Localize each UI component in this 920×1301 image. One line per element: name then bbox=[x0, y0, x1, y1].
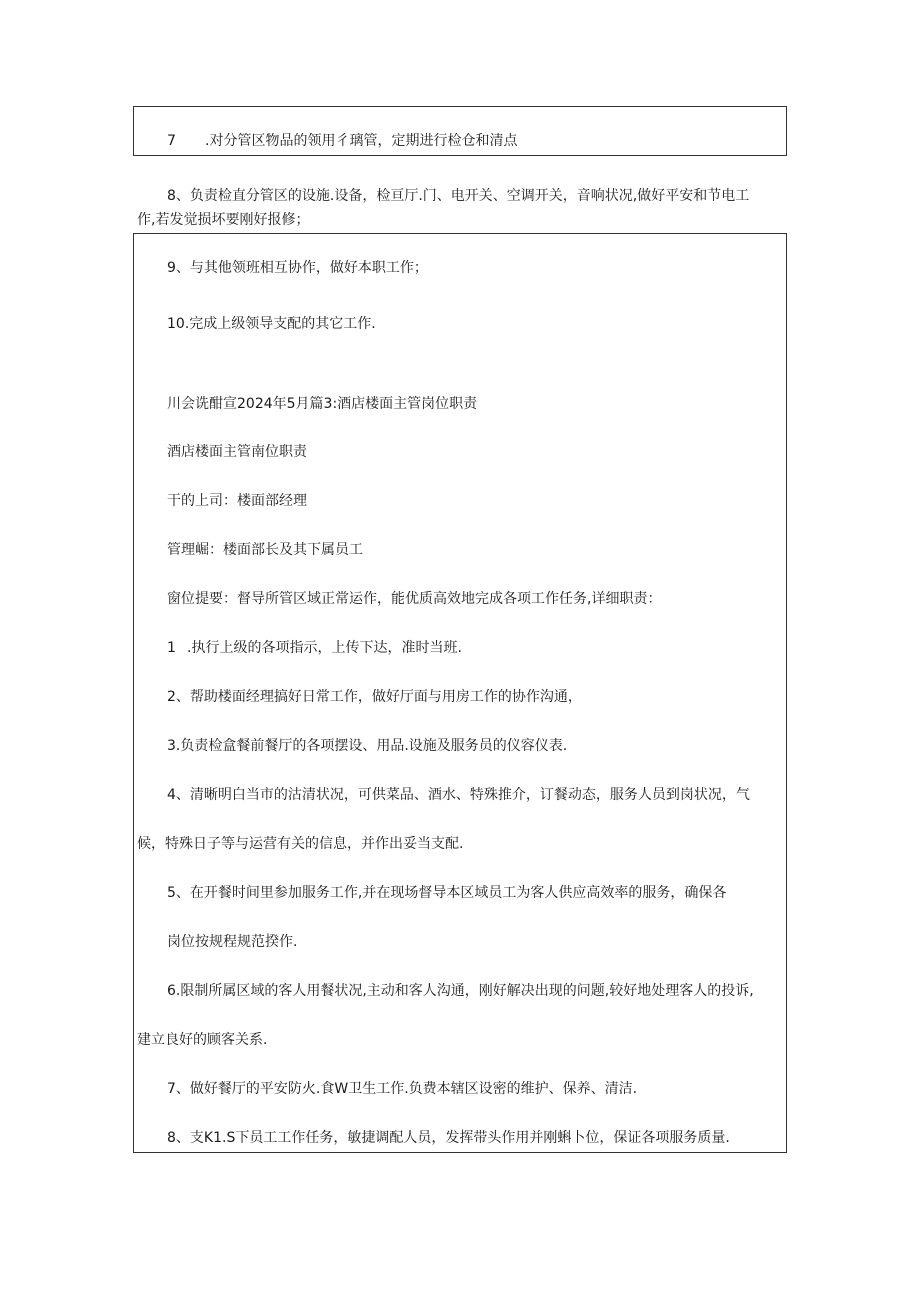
duty-8: 8、支K1.S下员工工作任务，敏捷调配人员，发挥带头作用并刚蝌卜位，保证各项服务质量. bbox=[167, 1130, 730, 1146]
duty-3: 3.负责检盒餐前餐厅的各项摆设、用品.设施及服务员的仪容仪表. bbox=[167, 738, 568, 754]
doc-title: 酒店楼面主管南位职责 bbox=[167, 444, 307, 460]
duty-5-line-2: 岗位按规程规范揆作. bbox=[167, 934, 298, 950]
duty-1-text: .执行上级的各项指示，上传下达，准时当班. bbox=[187, 640, 462, 656]
item-8-line-1: 8、负责检直分管区的设施.设备，检亘厅.门、电开关、空调开关，音响状况,做好平安和节电工 bbox=[167, 188, 750, 204]
item-9: 9、与其他领班相互协作，做好本职工作； bbox=[167, 260, 428, 276]
duty-7: 7、做好餐厅的平安防火.食W卫生工作.负费本辖区设密的维护、保养、清洁. bbox=[167, 1081, 638, 1097]
superior-line: 干的上司：楼面部经理 bbox=[167, 493, 307, 509]
duty-1 bbox=[167, 639, 462, 657]
item-7 bbox=[167, 132, 517, 150]
item-10: 10.完成上级领导支配的其它工作. bbox=[167, 316, 376, 332]
duty-2: 2、帮助楼面经理搞好日常工作，做好厅面与用房工作的协作沟通， bbox=[167, 689, 582, 705]
item-8-line-2: 作,若发觉损坏要刚好报修； bbox=[137, 212, 310, 228]
duty-4-line-1: 4、清晰明白当市的沽清状况，可供菜品、酒水、特殊推介，订餐动态，服务人员到岗状况，气 bbox=[167, 787, 750, 803]
item-7-text: .对分管区物品的领用彳璃管，定期进行检仓和清点 bbox=[205, 133, 518, 149]
duty-1-number: 1 bbox=[167, 640, 176, 656]
item-7-number: 7 bbox=[167, 133, 176, 149]
duty-6-line-2: 建立良好的顾客关系. bbox=[137, 1032, 268, 1048]
duty-5-line-1: 5、在开餐时间里参加服务工作,并在现场督导本区域员工为客人供应高效率的服务，确保各 bbox=[167, 885, 727, 901]
summary-line: 窗位提要：督导所管区域正常运作，能优质高效地完成各项工作任务,详细职责： bbox=[167, 591, 662, 607]
manages-line: 管理崛：楼面部长及其下属员工 bbox=[167, 542, 363, 558]
section-heading: 川会诜酣宣2024年5月篇3:酒店楼面主管岗位职责 bbox=[167, 396, 478, 412]
duty-4-line-2: 候，特殊日子等与运营有关的信息，并作出妥当支配. bbox=[137, 836, 464, 852]
duty-6-line-1: 6.限制所属区域的客人用餐状况,主动和客人沟通，刚好解决出现的问题,较好地处理客人的投诉, bbox=[167, 983, 754, 999]
